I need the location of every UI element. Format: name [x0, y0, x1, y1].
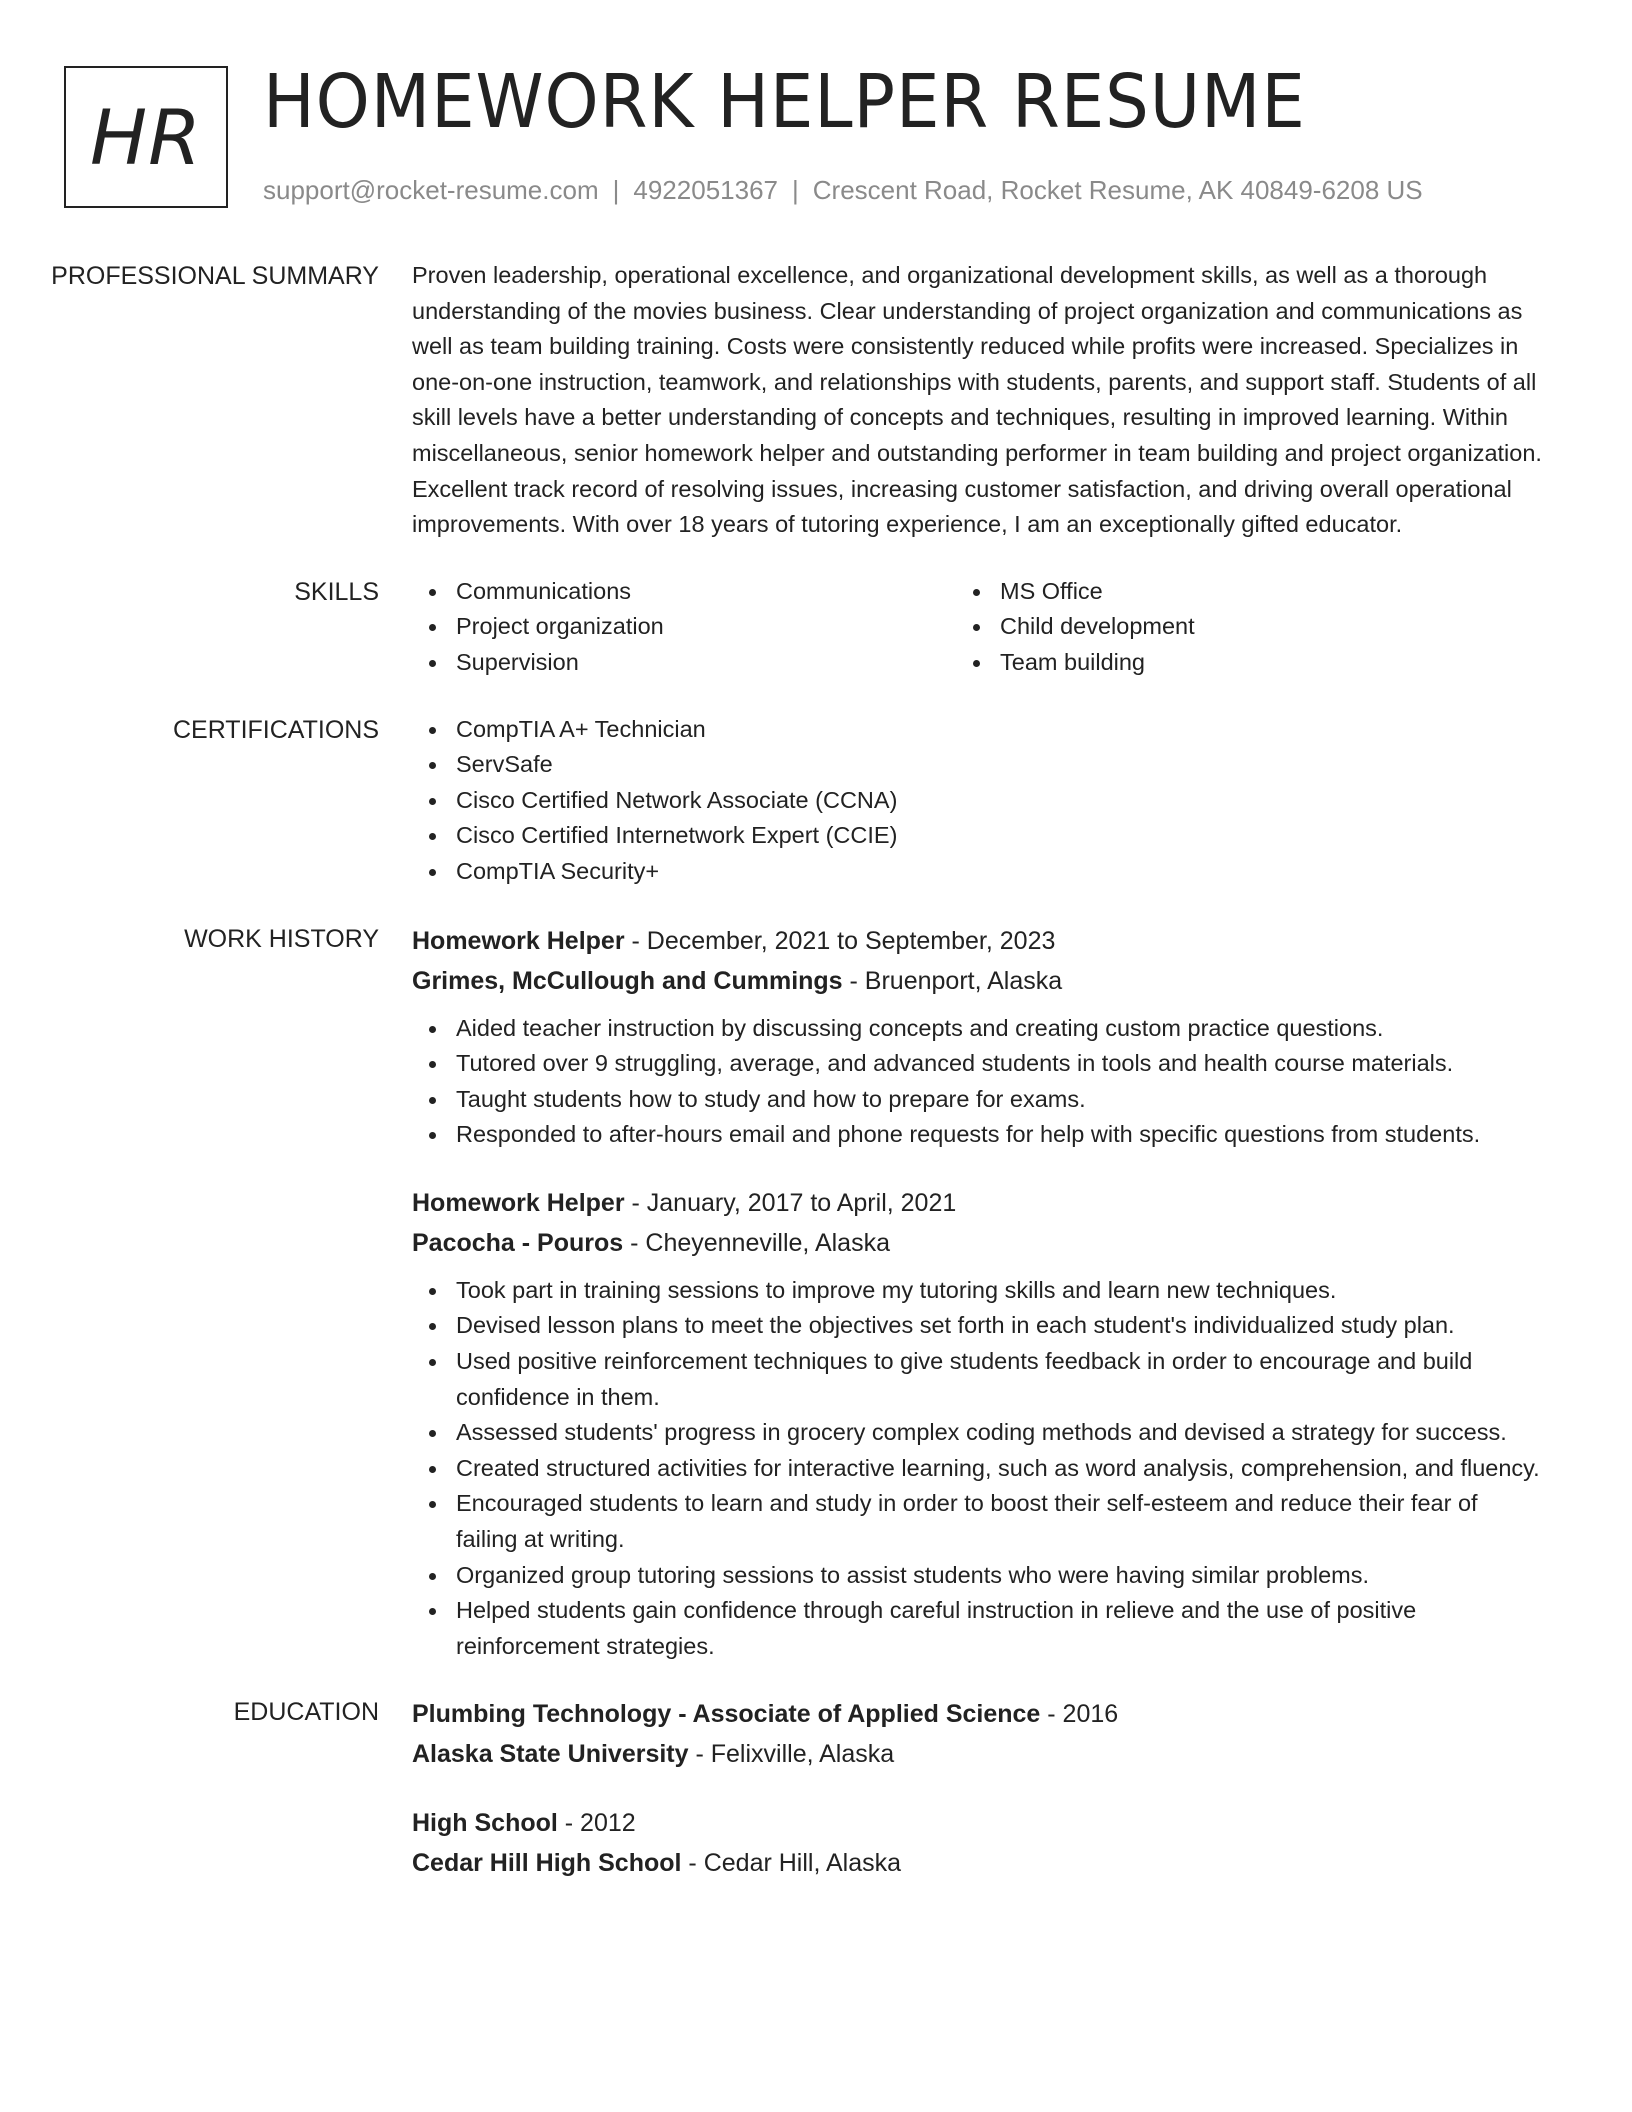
contact-line: [263, 174, 1423, 206]
job-title-line: [412, 921, 1542, 961]
job-company-line: [412, 961, 1542, 1001]
job-company-line: [412, 1223, 1542, 1263]
education-degree: High School: [412, 1809, 558, 1838]
education-school-line: [412, 1843, 1542, 1883]
job-bullet: Taught students how to study and how to prepare for exams.: [412, 1082, 1542, 1118]
certification-item: ServSafe: [412, 747, 1542, 783]
monogram-initials: HR: [90, 92, 202, 182]
section-label-certifications: CERTIFICATIONS: [172, 715, 379, 744]
summary-text: Proven leadership, operational excellence, and organizational development skills, as well as a thorough understanding of the movies business. Clear understanding of project organization and communications as well as team building training. Costs were consistently reduced while profits were increased. Specializes in one-on-one instruction, teamwork, and relationships with students, parents, and support staff. Students of all skill levels have a better understanding of concepts and techniques, resulting in improved learning. Within miscellaneous, senior homework helper and outstanding performer in team building and project organization. Excellent track record of resolving issues, increasing customer satisfaction, and driving overall operational improvements. With over 18 years of tutoring experience, I am an exceptionally gifted educator.: [412, 262, 1542, 538]
education-degree-line: [412, 1694, 1542, 1734]
section-label-summary: PROFESSIONAL SUMMARY: [51, 262, 379, 290]
job-entry: [412, 1183, 1542, 1665]
education-location: - Cedar Hill, Alaska: [681, 1849, 902, 1878]
certification-item: Cisco Certified Network Associate (CCNA): [412, 783, 1542, 819]
education-year: - 2016: [1040, 1700, 1119, 1729]
job-bullet: Devised lesson plans to meet the objectives set forth in each student's individualized study plan.: [412, 1308, 1542, 1344]
skill-item: Supervision: [412, 645, 956, 681]
contact-address: Crescent Road, Rocket Resume, AK 40849-6208 US: [812, 175, 1423, 205]
work-history-section: [0, 921, 1632, 1665]
job-dates: - January, 2017 to April, 2021: [624, 1188, 957, 1217]
skill-item: MS Office: [956, 574, 1500, 610]
job-location: - Cheyenneville, Alaska: [623, 1228, 890, 1257]
skills-list-left: [412, 574, 956, 681]
certification-item: CompTIA Security+: [412, 854, 1542, 890]
contact-separator: |: [792, 175, 799, 205]
summary-section: [0, 258, 1632, 543]
contact-separator: |: [612, 175, 620, 205]
job-bullet: Organized group tutoring sessions to assist students who were having similar problems.: [412, 1558, 1542, 1594]
job-entry: [412, 921, 1542, 1153]
skill-item: Child development: [956, 609, 1500, 645]
section-label-skills: SKILLS: [294, 577, 379, 606]
certification-item: CompTIA A+ Technician: [412, 712, 1542, 748]
resume-title: HOMEWORK HELPER RESUME: [263, 59, 1306, 145]
job-bullets: [412, 1011, 1542, 1153]
job-title-line: [412, 1183, 1542, 1223]
job-location: - Bruenport, Alaska: [842, 966, 1063, 995]
section-label-work: WORK HISTORY: [184, 924, 379, 953]
job-bullet: Aided teacher instruction by discussing concepts and creating custom practice questions.: [412, 1011, 1542, 1047]
section-label-education: EDUCATION: [233, 1698, 379, 1727]
job-bullet: Tutored over 9 struggling, average, and advanced students in tools and health course materials.: [412, 1046, 1542, 1082]
job-dates: - December, 2021 to September, 2023: [624, 926, 1056, 955]
education-degree: Plumbing Technology - Associate of Applied Science: [412, 1700, 1041, 1729]
job-bullet: Encouraged students to learn and study in order to boost their self-esteem and reduce their fear of failing at writing.: [412, 1486, 1542, 1557]
skills-section: [0, 574, 1632, 681]
education-location: - Felixville, Alaska: [688, 1740, 895, 1769]
education-entry: [412, 1694, 1542, 1774]
skill-item: Communications: [412, 574, 956, 610]
job-bullet: Helped students gain confidence through careful instruction in relieve and the use of positive reinforcement strategies.: [412, 1593, 1542, 1664]
education-school-line: [412, 1734, 1542, 1774]
contact-email: support@rocket-resume.com: [263, 175, 599, 205]
job-bullet: Created structured activities for interactive learning, such as word analysis, comprehension, and fluency.: [412, 1451, 1542, 1487]
job-bullet: Used positive reinforcement techniques to give students feedback in order to encourage and build confidence in them.: [412, 1344, 1542, 1415]
job-company: Grimes, McCullough and Cummings: [412, 966, 843, 995]
job-title: Homework Helper: [412, 1188, 625, 1217]
certifications-list: [412, 712, 1542, 890]
skill-item: Project organization: [412, 609, 956, 645]
contact-phone: 4922051367: [633, 175, 778, 205]
certification-item: Cisco Certified Internetwork Expert (CCIE): [412, 818, 1542, 854]
job-bullets: [412, 1273, 1542, 1665]
monogram-logo: [64, 66, 228, 208]
education-entry: [412, 1803, 1542, 1883]
resume-sections: [0, 258, 1632, 1883]
certifications-section: [0, 712, 1632, 890]
education-school: Cedar Hill High School: [412, 1849, 682, 1878]
skills-list-right: [956, 574, 1500, 681]
education-section: [0, 1694, 1632, 1883]
job-company: Pacocha - Pouros: [412, 1228, 624, 1257]
education-degree-line: [412, 1803, 1542, 1843]
job-bullet: Responded to after-hours email and phone requests for help with specific questions from students.: [412, 1117, 1542, 1153]
job-bullet: Took part in training sessions to improve my tutoring skills and learn new techniques.: [412, 1273, 1542, 1309]
job-bullet: Assessed students' progress in grocery complex coding methods and devised a strategy for success.: [412, 1415, 1542, 1451]
skill-item: Team building: [956, 645, 1500, 681]
job-title: Homework Helper: [412, 926, 625, 955]
education-school: Alaska State University: [412, 1740, 689, 1769]
education-year: - 2012: [557, 1809, 636, 1838]
